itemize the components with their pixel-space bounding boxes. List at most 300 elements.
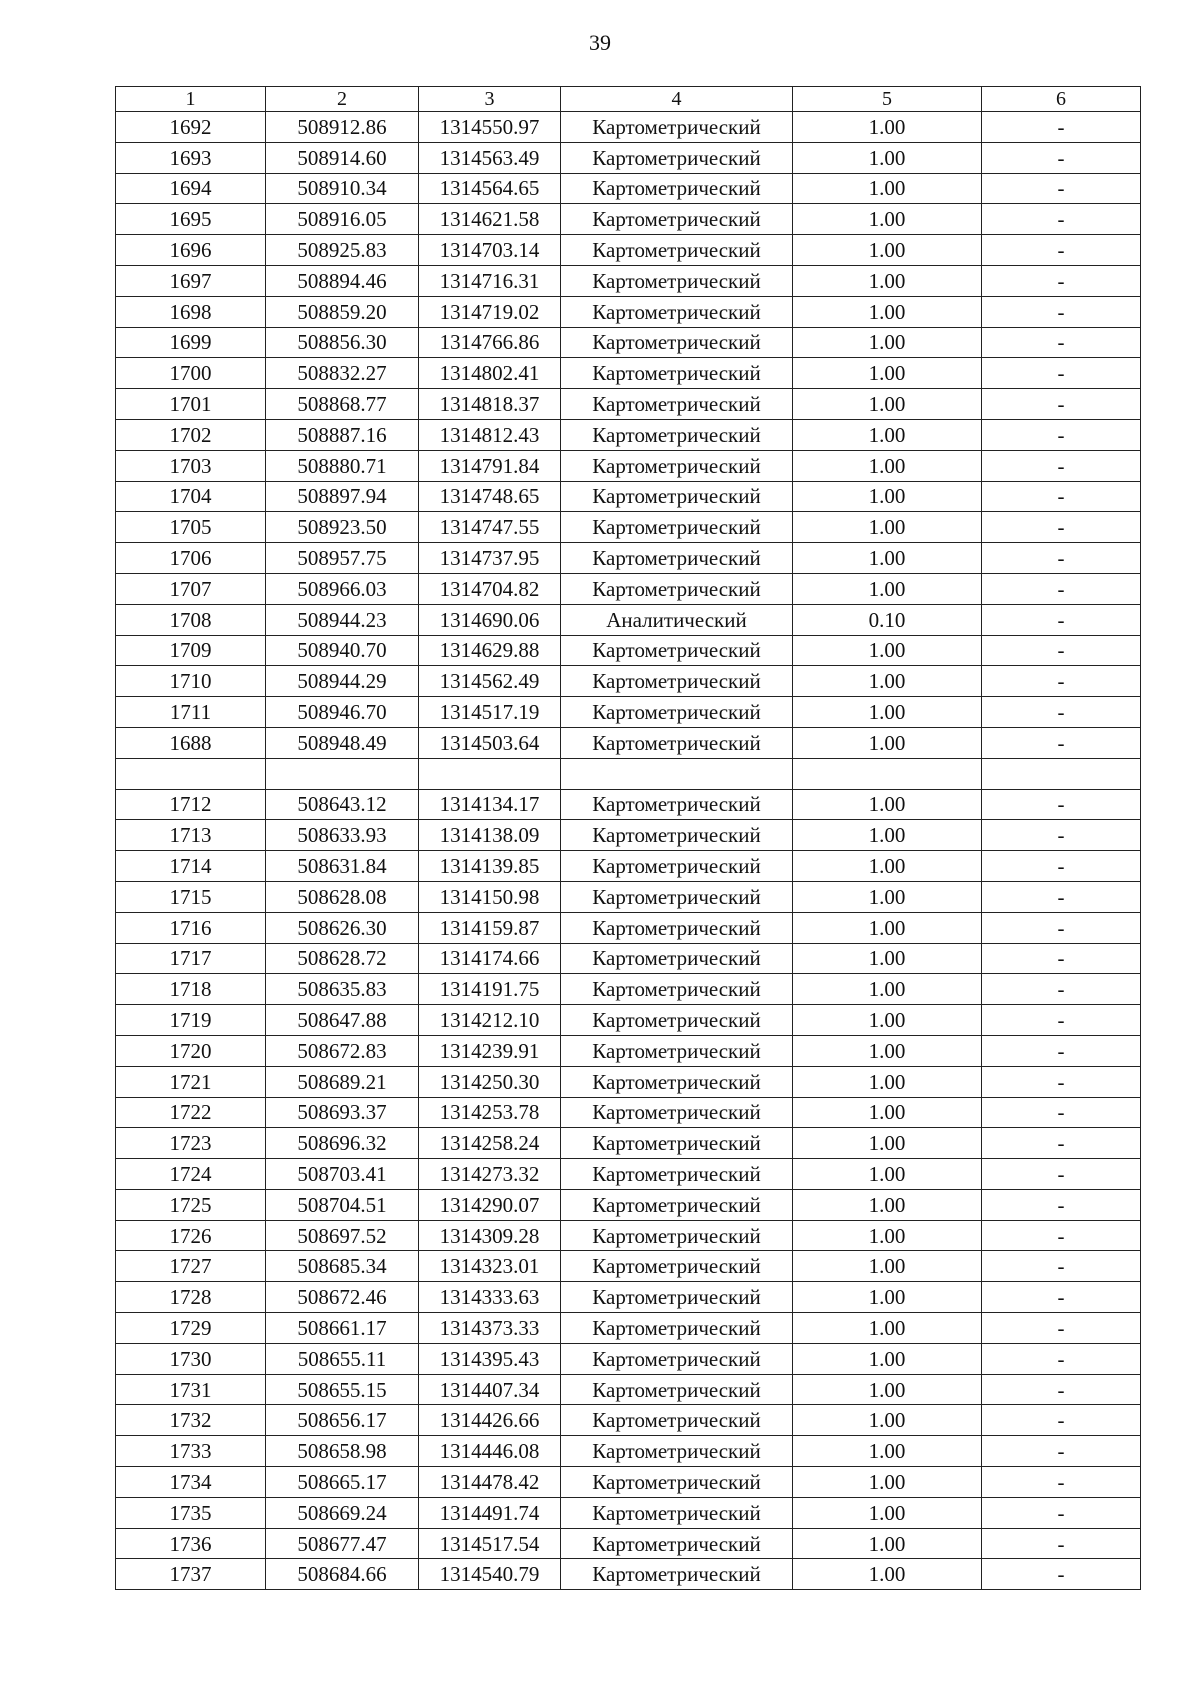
cell-accuracy: 1.00 (793, 481, 982, 512)
cell-method: Картометрический (561, 1374, 793, 1405)
cell-accuracy: 1.00 (793, 1128, 982, 1159)
cell-method: Картометрический (561, 543, 793, 574)
cell-coord-x: 508665.17 (266, 1467, 419, 1498)
cell-coord-y: 1314517.19 (419, 697, 561, 728)
cell-coord-y: 1314621.58 (419, 204, 561, 235)
cell-accuracy: 1.00 (793, 1005, 982, 1036)
table-row (116, 635, 1141, 666)
cell-accuracy: 1.00 (793, 666, 982, 697)
cell-accuracy: 1.00 (793, 296, 982, 327)
cell-coord-x: 508940.70 (266, 635, 419, 666)
cell-coord-y: 1314258.24 (419, 1128, 561, 1159)
table-row (116, 1467, 1141, 1498)
cell-accuracy: 1.00 (793, 1220, 982, 1251)
cell-coord-x: 508635.83 (266, 974, 419, 1005)
cell-method: Картометрический (561, 481, 793, 512)
table-row (116, 1374, 1141, 1405)
cell-method: Картометрический (561, 1035, 793, 1066)
cell-coord-y: 1314139.85 (419, 851, 561, 882)
table-body (116, 112, 1141, 1590)
cell-coord-y: 1314134.17 (419, 789, 561, 820)
header-cell-1: 1 (116, 87, 266, 112)
cell-note: - (982, 1405, 1141, 1436)
cell-method: Картометрический (561, 450, 793, 481)
cell-coord-y: 1314491.74 (419, 1497, 561, 1528)
cell-point-number: 1708 (116, 604, 266, 635)
cell-coord-y: 1314395.43 (419, 1343, 561, 1374)
cell-note: - (982, 1159, 1141, 1190)
table-row (116, 1436, 1141, 1467)
table-header (116, 87, 1141, 112)
table-row (116, 1189, 1141, 1220)
cell-point-number: 1695 (116, 204, 266, 235)
page-number: 39 (589, 30, 611, 55)
cell-method (561, 758, 793, 789)
table-row (116, 1128, 1141, 1159)
cell-accuracy: 1.00 (793, 912, 982, 943)
table-row (116, 1528, 1141, 1559)
table-row (116, 389, 1141, 420)
cell-point-number: 1729 (116, 1313, 266, 1344)
cell-accuracy: 1.00 (793, 1097, 982, 1128)
table-row (116, 1251, 1141, 1282)
cell-note (982, 758, 1141, 789)
cell-point-number: 1732 (116, 1405, 266, 1436)
cell-note: - (982, 1251, 1141, 1282)
header-cell-3: 3 (419, 87, 561, 112)
cell-method: Картометрический (561, 974, 793, 1005)
table-row (116, 1282, 1141, 1313)
cell-method: Картометрический (561, 1497, 793, 1528)
cell-accuracy: 1.00 (793, 1559, 982, 1590)
cell-method: Картометрический (561, 1467, 793, 1498)
cell-coord-x: 508628.08 (266, 881, 419, 912)
cell-point-number: 1718 (116, 974, 266, 1005)
cell-note: - (982, 1343, 1141, 1374)
cell-coord-x: 508912.86 (266, 112, 419, 143)
table-row (116, 697, 1141, 728)
table-row (116, 1497, 1141, 1528)
cell-note: - (982, 1313, 1141, 1344)
table-row (116, 573, 1141, 604)
cell-point-number: 1725 (116, 1189, 266, 1220)
table-row (116, 974, 1141, 1005)
cell-method: Картометрический (561, 327, 793, 358)
cell-note: - (982, 1282, 1141, 1313)
cell-accuracy: 1.00 (793, 173, 982, 204)
cell-accuracy: 1.00 (793, 1189, 982, 1220)
table-row (116, 1220, 1141, 1251)
cell-accuracy: 1.00 (793, 1467, 982, 1498)
cell-note: - (982, 604, 1141, 635)
table-row (116, 758, 1141, 789)
cell-coord-x: 508944.23 (266, 604, 419, 635)
table-row (116, 1343, 1141, 1374)
cell-point-number: 1713 (116, 820, 266, 851)
cell-coord-y: 1314273.32 (419, 1159, 561, 1190)
cell-method: Картометрический (561, 1343, 793, 1374)
cell-accuracy: 1.00 (793, 1313, 982, 1344)
cell-accuracy: 1.00 (793, 1066, 982, 1097)
table-row (116, 358, 1141, 389)
cell-note: - (982, 419, 1141, 450)
cell-coord-y: 1314690.06 (419, 604, 561, 635)
cell-coord-y: 1314517.54 (419, 1528, 561, 1559)
cell-coord-y: 1314478.42 (419, 1467, 561, 1498)
cell-accuracy: 1.00 (793, 265, 982, 296)
cell-coord-x: 508655.15 (266, 1374, 419, 1405)
cell-coord-y: 1314239.91 (419, 1035, 561, 1066)
cell-coord-y: 1314323.01 (419, 1251, 561, 1282)
cell-coord-y: 1314309.28 (419, 1220, 561, 1251)
cell-coord-x: 508910.34 (266, 173, 419, 204)
cell-coord-x: 508859.20 (266, 296, 419, 327)
cell-accuracy: 1.00 (793, 881, 982, 912)
cell-method: Картометрический (561, 881, 793, 912)
cell-coord-y: 1314253.78 (419, 1097, 561, 1128)
cell-accuracy: 1.00 (793, 697, 982, 728)
cell-point-number: 1720 (116, 1035, 266, 1066)
cell-point-number: 1735 (116, 1497, 266, 1528)
cell-accuracy: 1.00 (793, 573, 982, 604)
cell-point-number: 1724 (116, 1159, 266, 1190)
cell-coord-x: 508655.11 (266, 1343, 419, 1374)
cell-point-number: 1731 (116, 1374, 266, 1405)
cell-coord-y: 1314563.49 (419, 142, 561, 173)
cell-note: - (982, 789, 1141, 820)
table-row (116, 604, 1141, 635)
cell-point-number: 1704 (116, 481, 266, 512)
table-row (116, 265, 1141, 296)
cell-note: - (982, 358, 1141, 389)
cell-note: - (982, 820, 1141, 851)
table-row (116, 789, 1141, 820)
cell-coord-x: 508880.71 (266, 450, 419, 481)
table-row (116, 1159, 1141, 1190)
cell-accuracy: 1.00 (793, 820, 982, 851)
cell-point-number: 1693 (116, 142, 266, 173)
cell-note: - (982, 851, 1141, 882)
cell-coord-x: 508925.83 (266, 235, 419, 266)
cell-point-number: 1722 (116, 1097, 266, 1128)
cell-point-number: 1705 (116, 512, 266, 543)
cell-point-number: 1696 (116, 235, 266, 266)
cell-coord-x: 508966.03 (266, 573, 419, 604)
table-row (116, 820, 1141, 851)
cell-coord-y: 1314766.86 (419, 327, 561, 358)
cell-coord-y: 1314703.14 (419, 235, 561, 266)
table-row (116, 450, 1141, 481)
cell-note: - (982, 235, 1141, 266)
cell-coord-x: 508916.05 (266, 204, 419, 235)
cell-accuracy: 1.00 (793, 851, 982, 882)
cell-note: - (982, 1005, 1141, 1036)
cell-accuracy: 1.00 (793, 204, 982, 235)
table-row (116, 943, 1141, 974)
cell-method: Картометрический (561, 173, 793, 204)
cell-coord-y: 1314791.84 (419, 450, 561, 481)
cell-note: - (982, 881, 1141, 912)
cell-accuracy: 1.00 (793, 327, 982, 358)
cell-accuracy: 1.00 (793, 358, 982, 389)
cell-accuracy: 1.00 (793, 943, 982, 974)
cell-coord-x (266, 758, 419, 789)
cell-point-number: 1712 (116, 789, 266, 820)
cell-coord-y: 1314704.82 (419, 573, 561, 604)
cell-note: - (982, 327, 1141, 358)
table-row (116, 512, 1141, 543)
cell-coord-y: 1314629.88 (419, 635, 561, 666)
cell-coord-x: 508658.98 (266, 1436, 419, 1467)
cell-coord-x: 508948.49 (266, 727, 419, 758)
cell-coord-x: 508631.84 (266, 851, 419, 882)
cell-coord-x: 508628.72 (266, 943, 419, 974)
cell-point-number: 1736 (116, 1528, 266, 1559)
cell-coord-x: 508684.66 (266, 1559, 419, 1590)
cell-accuracy: 1.00 (793, 450, 982, 481)
cell-point-number: 1717 (116, 943, 266, 974)
cell-coord-x: 508703.41 (266, 1159, 419, 1190)
cell-note: - (982, 727, 1141, 758)
cell-note: - (982, 573, 1141, 604)
cell-coord-y: 1314503.64 (419, 727, 561, 758)
cell-coord-x: 508626.30 (266, 912, 419, 943)
cell-coord-y: 1314407.34 (419, 1374, 561, 1405)
cell-point-number: 1700 (116, 358, 266, 389)
cell-method: Картометрический (561, 1097, 793, 1128)
cell-method: Картометрический (561, 1559, 793, 1590)
cell-coord-x: 508697.52 (266, 1220, 419, 1251)
cell-method: Картометрический (561, 1282, 793, 1313)
table-row (116, 481, 1141, 512)
header-cell-2: 2 (266, 87, 419, 112)
cell-method: Картометрический (561, 389, 793, 420)
cell-point-number: 1715 (116, 881, 266, 912)
cell-method: Картометрический (561, 789, 793, 820)
cell-accuracy: 1.00 (793, 727, 982, 758)
cell-coord-y: 1314174.66 (419, 943, 561, 974)
header-cell-4: 4 (561, 87, 793, 112)
cell-method: Картометрический (561, 358, 793, 389)
cell-note: - (982, 1035, 1141, 1066)
cell-accuracy: 1.00 (793, 635, 982, 666)
cell-coord-y: 1314719.02 (419, 296, 561, 327)
cell-coord-y: 1314373.33 (419, 1313, 561, 1344)
cell-point-number: 1719 (116, 1005, 266, 1036)
cell-note: - (982, 1066, 1141, 1097)
cell-method: Картометрический (561, 1251, 793, 1282)
cell-point-number: 1706 (116, 543, 266, 574)
cell-point-number: 1730 (116, 1343, 266, 1374)
table-row (116, 419, 1141, 450)
cell-coord-x: 508944.29 (266, 666, 419, 697)
cell-coord-x: 508643.12 (266, 789, 419, 820)
cell-method: Картометрический (561, 1405, 793, 1436)
cell-note: - (982, 697, 1141, 728)
cell-accuracy: 1.00 (793, 419, 982, 450)
cell-coord-x: 508856.30 (266, 327, 419, 358)
cell-note: - (982, 666, 1141, 697)
cell-coord-y: 1314747.55 (419, 512, 561, 543)
cell-coord-x: 508693.37 (266, 1097, 419, 1128)
cell-point-number: 1699 (116, 327, 266, 358)
cell-note: - (982, 112, 1141, 143)
cell-method: Картометрический (561, 1005, 793, 1036)
cell-coord-y: 1314333.63 (419, 1282, 561, 1313)
header-row (116, 87, 1141, 112)
cell-method: Картометрический (561, 1128, 793, 1159)
cell-coord-y: 1314290.07 (419, 1189, 561, 1220)
table-row (116, 912, 1141, 943)
table-row (116, 173, 1141, 204)
cell-point-number: 1716 (116, 912, 266, 943)
cell-method: Картометрический (561, 1066, 793, 1097)
table-row (116, 666, 1141, 697)
cell-note: - (982, 389, 1141, 420)
cell-point-number: 1694 (116, 173, 266, 204)
cell-coord-x: 508704.51 (266, 1189, 419, 1220)
cell-accuracy: 1.00 (793, 974, 982, 1005)
cell-method: Картометрический (561, 112, 793, 143)
cell-point-number: 1697 (116, 265, 266, 296)
cell-coord-x: 508832.27 (266, 358, 419, 389)
table-row (116, 235, 1141, 266)
cell-point-number: 1707 (116, 573, 266, 604)
cell-method: Картометрический (561, 820, 793, 851)
cell-coord-y: 1314748.65 (419, 481, 561, 512)
cell-coord-x: 508914.60 (266, 142, 419, 173)
table-row (116, 1066, 1141, 1097)
cell-note: - (982, 1467, 1141, 1498)
cell-note: - (982, 1220, 1141, 1251)
cell-coord-y: 1314737.95 (419, 543, 561, 574)
cell-accuracy: 1.00 (793, 1528, 982, 1559)
cell-point-number (116, 758, 266, 789)
cell-coord-y: 1314716.31 (419, 265, 561, 296)
table-row (116, 204, 1141, 235)
cell-accuracy: 1.00 (793, 1282, 982, 1313)
cell-note: - (982, 1374, 1141, 1405)
table-row (116, 881, 1141, 912)
cell-point-number: 1710 (116, 666, 266, 697)
cell-method: Картометрический (561, 296, 793, 327)
cell-coord-x: 508868.77 (266, 389, 419, 420)
cell-method: Картометрический (561, 1159, 793, 1190)
cell-coord-y: 1314212.10 (419, 1005, 561, 1036)
cell-coord-y: 1314550.97 (419, 112, 561, 143)
cell-coord-y: 1314564.65 (419, 173, 561, 204)
cell-point-number: 1714 (116, 851, 266, 882)
cell-method: Картометрический (561, 573, 793, 604)
cell-method: Картометрический (561, 943, 793, 974)
cell-note: - (982, 1097, 1141, 1128)
table-row (116, 112, 1141, 143)
cell-coord-y (419, 758, 561, 789)
cell-note: - (982, 1497, 1141, 1528)
cell-method: Картометрический (561, 851, 793, 882)
cell-accuracy: 1.00 (793, 389, 982, 420)
cell-accuracy: 1.00 (793, 789, 982, 820)
cell-coord-x: 508677.47 (266, 1528, 419, 1559)
cell-point-number: 1728 (116, 1282, 266, 1313)
cell-accuracy: 1.00 (793, 1251, 982, 1282)
cell-method: Картометрический (561, 1220, 793, 1251)
cell-method: Картометрический (561, 512, 793, 543)
cell-note: - (982, 142, 1141, 173)
cell-note: - (982, 450, 1141, 481)
table-row (116, 296, 1141, 327)
table-row (116, 142, 1141, 173)
cell-point-number: 1737 (116, 1559, 266, 1590)
cell-note: - (982, 1559, 1141, 1590)
cell-note: - (982, 204, 1141, 235)
cell-coord-y: 1314818.37 (419, 389, 561, 420)
cell-coord-x: 508669.24 (266, 1497, 419, 1528)
cell-coord-x: 508633.93 (266, 820, 419, 851)
table-row (116, 727, 1141, 758)
cell-coord-x: 508656.17 (266, 1405, 419, 1436)
cell-accuracy: 1.00 (793, 235, 982, 266)
table-row (116, 1005, 1141, 1036)
cell-accuracy: 1.00 (793, 1497, 982, 1528)
cell-accuracy: 1.00 (793, 1159, 982, 1190)
cell-method: Картометрический (561, 697, 793, 728)
cell-method: Картометрический (561, 912, 793, 943)
cell-coord-y: 1314150.98 (419, 881, 561, 912)
cell-method: Картометрический (561, 635, 793, 666)
cell-method: Картометрический (561, 1313, 793, 1344)
cell-note: - (982, 912, 1141, 943)
cell-coord-x: 508685.34 (266, 1251, 419, 1282)
table-row (116, 851, 1141, 882)
cell-point-number: 1727 (116, 1251, 266, 1282)
cell-coord-y: 1314250.30 (419, 1066, 561, 1097)
cell-coord-x: 508689.21 (266, 1066, 419, 1097)
cell-point-number: 1734 (116, 1467, 266, 1498)
cell-method: Картометрический (561, 727, 793, 758)
table-row (116, 327, 1141, 358)
cell-method: Картометрический (561, 1189, 793, 1220)
table-row (116, 1313, 1141, 1344)
table-row (116, 1405, 1141, 1436)
cell-method: Аналитический (561, 604, 793, 635)
cell-point-number: 1726 (116, 1220, 266, 1251)
cell-method: Картометрический (561, 1436, 793, 1467)
cell-accuracy: 0.10 (793, 604, 982, 635)
cell-note: - (982, 543, 1141, 574)
cell-coord-x: 508923.50 (266, 512, 419, 543)
cell-point-number: 1692 (116, 112, 266, 143)
cell-coord-y: 1314191.75 (419, 974, 561, 1005)
cell-accuracy: 1.00 (793, 1436, 982, 1467)
cell-coord-x: 508661.17 (266, 1313, 419, 1344)
cell-accuracy: 1.00 (793, 1405, 982, 1436)
cell-accuracy: 1.00 (793, 1343, 982, 1374)
cell-coord-x: 508672.83 (266, 1035, 419, 1066)
cell-point-number: 1711 (116, 697, 266, 728)
cell-accuracy: 1.00 (793, 142, 982, 173)
cell-note: - (982, 974, 1141, 1005)
cell-point-number: 1702 (116, 419, 266, 450)
cell-note: - (982, 635, 1141, 666)
cell-method: Картометрический (561, 1528, 793, 1559)
cell-coord-x: 508672.46 (266, 1282, 419, 1313)
cell-coord-x: 508897.94 (266, 481, 419, 512)
cell-accuracy: 1.00 (793, 512, 982, 543)
cell-method: Картометрический (561, 204, 793, 235)
cell-coord-y: 1314540.79 (419, 1559, 561, 1590)
cell-coord-x: 508647.88 (266, 1005, 419, 1036)
